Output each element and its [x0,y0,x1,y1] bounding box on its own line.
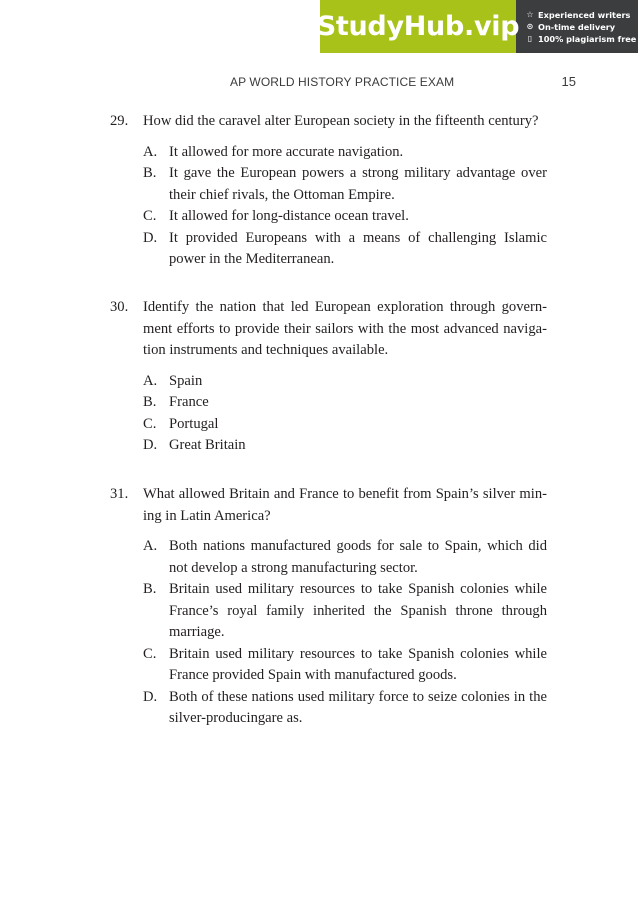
question-number: 29. [110,113,129,129]
feature-item [525,34,638,44]
document-icon: ▯ [527,34,533,43]
option-letter: C. [143,208,157,224]
question-stem [110,111,547,133]
option-text: Both of these nations used military force to seize colonies in the silver-producingare as. [169,688,547,726]
answer-option [143,579,547,644]
option-text: It allowed for long-distance ocean travel. [169,208,409,224]
running-title: AP WORLD HISTORY PRACTICE EXAM [230,75,455,89]
feature-item [525,10,638,20]
page-number: 15 [561,74,576,89]
option-letter: D. [143,688,158,705]
option-letter: C. [143,645,157,662]
studyhub-banner[interactable] [316,0,638,53]
option-text: It provided Europeans with a means of challenging Islamic power in the Mediterranean. [169,229,547,267]
answer-options [110,371,547,457]
answer-option [143,163,547,206]
answer-option [143,392,547,414]
option-text: Britain used military resources to take Spanish colonies while France’s royal family inherited the Spanish throne through marriage. [169,581,547,640]
option-letter: B. [143,581,157,597]
clock-icon: ⊙ [526,22,534,31]
answer-option [143,206,547,228]
feature-text: Experienced writers [538,9,631,20]
option-letter: A. [143,372,158,389]
option-text: It gave the European powers a strong military advantage over their chief rivals, the Ottoman Empire. [169,165,547,203]
option-letter: B. [143,394,157,410]
question-30 [110,297,547,457]
answer-option [143,371,547,393]
answer-options [110,536,547,730]
option-letter: D. [143,229,158,246]
answer-option [143,435,547,457]
logo-text: StudyHub.vip [316,11,520,42]
option-letter: A. [143,143,158,160]
option-text: Both nations manufactured goods for sale to Spain, which did not develop a strong manufacturing sector. [169,538,547,576]
studyhub-logo[interactable] [316,0,520,53]
option-text: It allowed for more accurate navigation. [169,143,404,160]
option-text: Spain [169,372,203,389]
answer-option [143,536,547,579]
option-letter: B. [143,165,157,181]
feature-text: On-time delivery [538,21,616,32]
question-number: 31. [110,486,129,502]
question-text: How did the caravel alter European society in the fifteenth century? [143,113,539,129]
answer-options [110,142,547,271]
option-letter: A. [143,538,158,554]
option-text: Portugal [169,415,219,432]
option-text: France [169,394,209,410]
star-icon: ☆ [526,10,534,19]
answer-option [143,644,547,687]
feature-list [516,0,638,53]
answer-option [143,142,547,164]
option-text: Great Britain [169,437,246,453]
answer-option [143,414,547,436]
question-text: Identify the nation that led European exploration through govern-ment efforts to provide their sailors with the most advanced naviga-tion instruments and techniques available. [143,299,547,358]
answer-option [143,687,547,730]
question-text: What allowed Britain and France to benefit from Spain’s silver min-ing in Latin America? [143,486,547,524]
answer-option [143,228,547,271]
feature-item [525,22,638,32]
option-letter: C. [143,415,157,432]
feature-text: 100% plagiarism free [538,33,637,44]
option-text: Britain used military resources to take Spanish colonies while France provided Spain with manufactured goods. [169,645,547,683]
question-31 [110,484,547,730]
question-29 [110,111,547,271]
option-letter: D. [143,437,158,453]
question-number: 30. [110,299,129,315]
question-stem [110,484,547,527]
question-stem [110,297,547,362]
